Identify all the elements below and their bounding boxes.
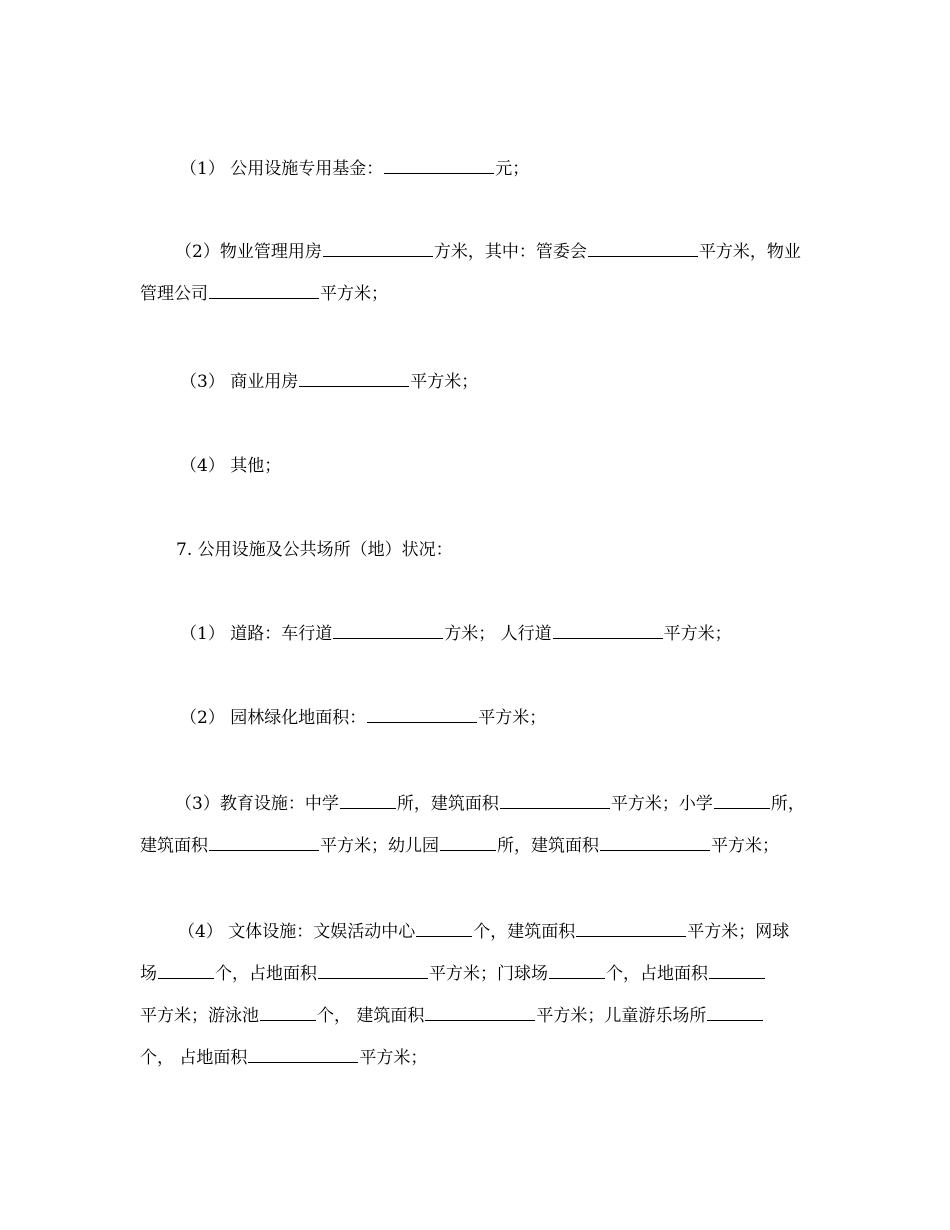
text: 平方米，物业 — [698, 242, 801, 262]
line — [180, 452, 281, 480]
fill-blank[interactable] — [367, 704, 477, 723]
fill-blank[interactable] — [425, 1002, 535, 1021]
fill-blank[interactable] — [500, 790, 610, 809]
text: 个， 占地面积 — [140, 1048, 248, 1068]
text: 7. 公用设施及公共场所（地）状况： — [176, 540, 453, 560]
text: 平方米；幼儿园 — [320, 836, 439, 856]
line — [140, 280, 388, 308]
text: 平方米； — [478, 708, 547, 728]
text: （4） 其他； — [180, 456, 282, 476]
fill-blank[interactable] — [260, 1002, 316, 1021]
text: 建筑面积 — [140, 836, 208, 856]
text: 平方米；儿童游乐场所 — [536, 1006, 707, 1026]
line — [180, 704, 546, 732]
text: （4） 文体设施：文娱活动中心 — [178, 922, 416, 942]
line — [175, 790, 805, 818]
text: 个，建筑面积 — [473, 922, 576, 942]
text: 方米； 人行道 — [444, 624, 552, 644]
text: 平方米；游泳池 — [140, 1006, 259, 1026]
fill-blank[interactable] — [318, 960, 428, 979]
fill-blank[interactable] — [553, 620, 663, 639]
text: （2） 园林绿化地面积： — [180, 708, 367, 728]
text: （2）物业管理用房 — [175, 242, 322, 262]
text: 所，建筑面积 — [497, 836, 599, 856]
line — [175, 238, 801, 266]
text: 场 — [140, 964, 157, 984]
line — [140, 1044, 427, 1072]
text: 个，占地面积 — [215, 964, 317, 984]
text: 平方米；网球 — [687, 922, 790, 942]
fill-blank[interactable] — [323, 238, 433, 257]
line — [178, 918, 789, 946]
text: 管理公司 — [140, 284, 208, 304]
fill-blank[interactable] — [416, 918, 472, 937]
text: 元； — [495, 159, 530, 179]
text: 平方米； — [410, 372, 479, 392]
fill-blank[interactable] — [158, 960, 214, 979]
fill-blank[interactable] — [299, 368, 409, 387]
text: （3）教育设施：中学 — [175, 794, 339, 814]
text: 平方米； — [711, 836, 779, 856]
fill-blank[interactable] — [248, 1044, 358, 1063]
line — [180, 155, 529, 183]
fill-blank[interactable] — [588, 238, 698, 257]
fill-blank[interactable] — [440, 832, 496, 851]
fill-blank[interactable] — [714, 790, 770, 809]
text: 平方米； — [663, 624, 732, 644]
fill-blank[interactable] — [709, 960, 765, 979]
fill-blank[interactable] — [209, 280, 319, 299]
text: 所，建筑面积 — [396, 794, 499, 814]
line — [140, 832, 779, 860]
fill-blank[interactable] — [340, 790, 396, 809]
text: 个， 建筑面积 — [317, 1006, 425, 1026]
text: （1） 道路：车行道 — [180, 624, 333, 644]
fill-blank[interactable] — [600, 832, 710, 851]
text: 个，占地面积 — [606, 964, 708, 984]
text: 所， — [770, 794, 805, 814]
fill-blank[interactable] — [384, 155, 494, 174]
line — [180, 368, 478, 396]
fill-blank[interactable] — [707, 1002, 763, 1021]
fill-blank[interactable] — [333, 620, 443, 639]
line — [180, 620, 732, 648]
text: 方米，其中：管委会 — [433, 242, 587, 262]
line — [140, 960, 766, 988]
fill-blank[interactable] — [576, 918, 686, 937]
fill-blank[interactable] — [549, 960, 605, 979]
line — [176, 536, 453, 564]
text: 平方米； — [320, 284, 388, 304]
fill-blank[interactable] — [209, 832, 319, 851]
text: （1） 公用设施专用基金： — [180, 159, 384, 179]
text: 平方米； — [359, 1048, 428, 1068]
line — [140, 1002, 764, 1030]
text: （3） 商业用房 — [180, 372, 299, 392]
text: 平方米；小学 — [610, 794, 713, 814]
text: 平方米；门球场 — [429, 964, 548, 984]
